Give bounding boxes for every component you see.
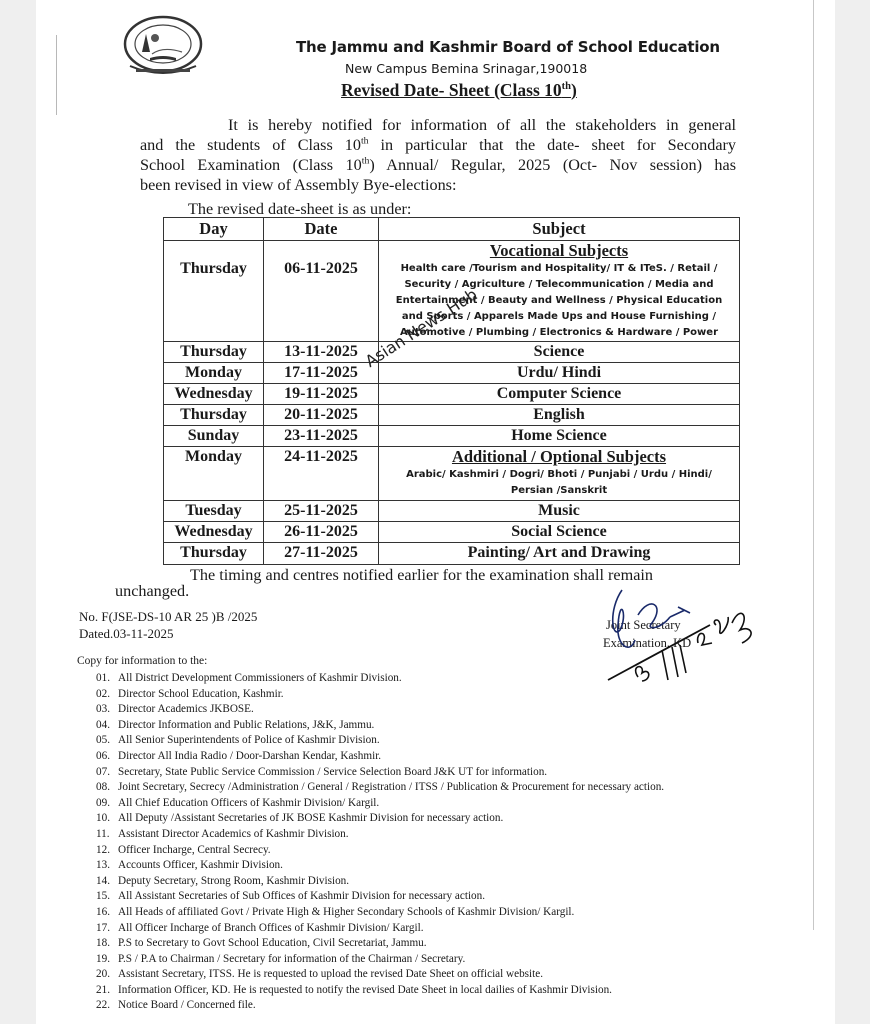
list-item: 15. All Assistant Secretaries of Sub Offices of Kashmir Division for necessary action. xyxy=(96,890,486,903)
table-row: Sunday 23-11-2025 Home Science xyxy=(164,426,740,447)
list-item: 12. Officer Incharge, Central Secrecy. xyxy=(96,843,271,856)
table-row: Wednesday 26-11-2025 Social Science xyxy=(164,522,740,543)
notice-paragraph: It is hereby notified for information of all the stakeholders in general and the students of Class 10th in particular that the date- sheet for Secondary School Examination (Class 10th) Annual/ Regular, 2025 (Oct- Nov session) has been revised in view of Assembly Bye-elections: xyxy=(140,116,737,194)
document-title: Revised Date- Sheet (Class 10th) xyxy=(341,80,577,100)
list-item: 04. Director Information and Public Relations, J&K, Jammu. xyxy=(96,718,375,731)
table-intro: The revised date-sheet is as under: xyxy=(188,200,412,218)
list-item: 19. P.S / P.A to Chairman / Secretary for information of the Chairman / Secretary. xyxy=(96,952,466,965)
table-row: Thursday 13-11-2025 Science xyxy=(164,342,740,363)
table-row: Wednesday 19-11-2025 Computer Science xyxy=(164,384,740,405)
list-item: 02. Director School Education, Kashmir. xyxy=(96,687,284,700)
signatory-department: Examination, KD xyxy=(603,636,692,650)
table-row: Monday 17-11-2025 Urdu/ Hindi xyxy=(164,363,740,384)
list-item: 18. P.S to Secretary to Govt School Education, Civil Secretariat, Jammu. xyxy=(96,937,427,950)
scan-edge-line-left xyxy=(56,35,57,115)
scan-edge-line-right xyxy=(813,0,814,930)
table-row: Tuesday 25-11-2025 Music xyxy=(164,501,740,522)
list-item: 05. All Senior Superintendents of Police of Kashmir Division. xyxy=(96,734,380,747)
subject-detail: Arabic/ Kashmiri / Dogri/ Bhoti / Punjabi / Urdu / Hindi/ Persian /Sanskrit xyxy=(406,469,712,496)
list-item: 16. All Heads of affiliated Govt / Private High & Higher Secondary Schools of Kashmir Division/ Kargil. xyxy=(96,905,575,918)
issue-date: Dated.03-11-2025 xyxy=(79,626,174,641)
organization-name: The Jammu and Kashmir Board of School Education xyxy=(296,38,720,56)
list-item: 14. Deputy Secretary, Strong Room, Kashmir Division. xyxy=(96,874,350,887)
subject-heading: Vocational Subjects xyxy=(489,241,629,260)
copy-to-title: Copy for information to the: xyxy=(77,655,208,667)
list-item: 08. Joint Secretary, Secrecy /Administration / General / Registration / ITSS / Publication & Procurement for necessary action. xyxy=(96,781,665,794)
table-header-row xyxy=(164,218,740,241)
list-item: 20. Assistant Secretary, ITSS. He is requested to upload the revised Date Sheet on official website. xyxy=(96,968,544,981)
list-item: 07. Secretary, State Public Service Commission / Service Selection Board J&K UT for information. xyxy=(96,765,548,778)
table-row: Monday 24-11-2025 Additional / Optional Subjects Arabic/ Kashmiri / Dogri/ Bhoti / Punjabi / Urdu / Hindi/ Persian /Sanskrit xyxy=(164,447,740,501)
table-row: Thursday 27-11-2025 Painting/ Art and Drawing xyxy=(164,543,740,565)
list-item: 09. All Chief Education Officers of Kashmir Division/ Kargil. xyxy=(96,796,380,809)
subject-heading: Additional / Optional Subjects xyxy=(451,447,667,466)
header-day: Day xyxy=(164,218,264,241)
watermark-text: Asian News Hub xyxy=(361,284,481,371)
list-item: 22. Notice Board / Concerned file. xyxy=(96,999,256,1012)
list-item: 06. Director All India Radio / Door-Darshan Kendar, Kashmir. xyxy=(96,749,382,762)
date-sheet-table xyxy=(163,217,740,565)
jkbose-logo-icon xyxy=(122,14,204,78)
list-item: 21. Information Officer, KD. He is requested to notify the revised Date Sheet in local dailies of Kashmir Division. xyxy=(96,983,612,996)
timing-note-continued: unchanged. xyxy=(115,582,190,600)
list-item: 10. All Deputy /Assistant Secretaries of JK BOSE Kashmir Division for necessary action. xyxy=(96,812,504,825)
list-item: 01. All District Development Commissioners of Kashmir Division. xyxy=(96,672,402,684)
copy-to-list xyxy=(96,671,664,1014)
header-date: Date xyxy=(264,218,379,241)
list-item: 17. All Officer Incharge of Branch Offices of Kashmir Division/ Kargil. xyxy=(96,921,424,934)
list-item: 11. Assistant Director Academics of Kashmir Division. xyxy=(96,827,349,840)
subject-detail: Health care /Tourism and Hospitality/ IT & ITeS. / Retail / Security / Agriculture / Telecommunication / Media and Entertainment / Beauty and Wellness / Physical Education and Sports / Apparels Made Ups and House Furnishing / Automotive / Plumbing / Electronics & Hardware / Power xyxy=(395,263,723,338)
header-subject: Subject xyxy=(379,218,740,241)
timing-note: The timing and centres notified earlier for the examination shall remain xyxy=(190,566,653,584)
reference-number: No. F(JSE-DS-10 AR 25 )B /2025 xyxy=(79,609,258,624)
list-item: 13. Accounts Officer, Kashmir Division. xyxy=(96,859,283,872)
table-row: Thursday 06-11-2025 Vocational Subjects Health care /Tourism and Hospitality/ IT & ITeS. / Retail / Security / Agriculture / Telecommunication / Media and Entertainment / Beauty and Wellness / Physical Education and Sports / Apparels Made Ups and House Furnishing / Automotive / Plumbing / Electronics & Hardware / Power xyxy=(164,241,740,342)
table-row: Thursday 20-11-2025 English xyxy=(164,405,740,426)
list-item: 03. Director Academics JKBOSE. xyxy=(96,703,254,716)
signatory-title: Joint Secretary xyxy=(606,618,681,632)
organization-address: New Campus Bemina Srinagar,190018 xyxy=(345,61,588,76)
